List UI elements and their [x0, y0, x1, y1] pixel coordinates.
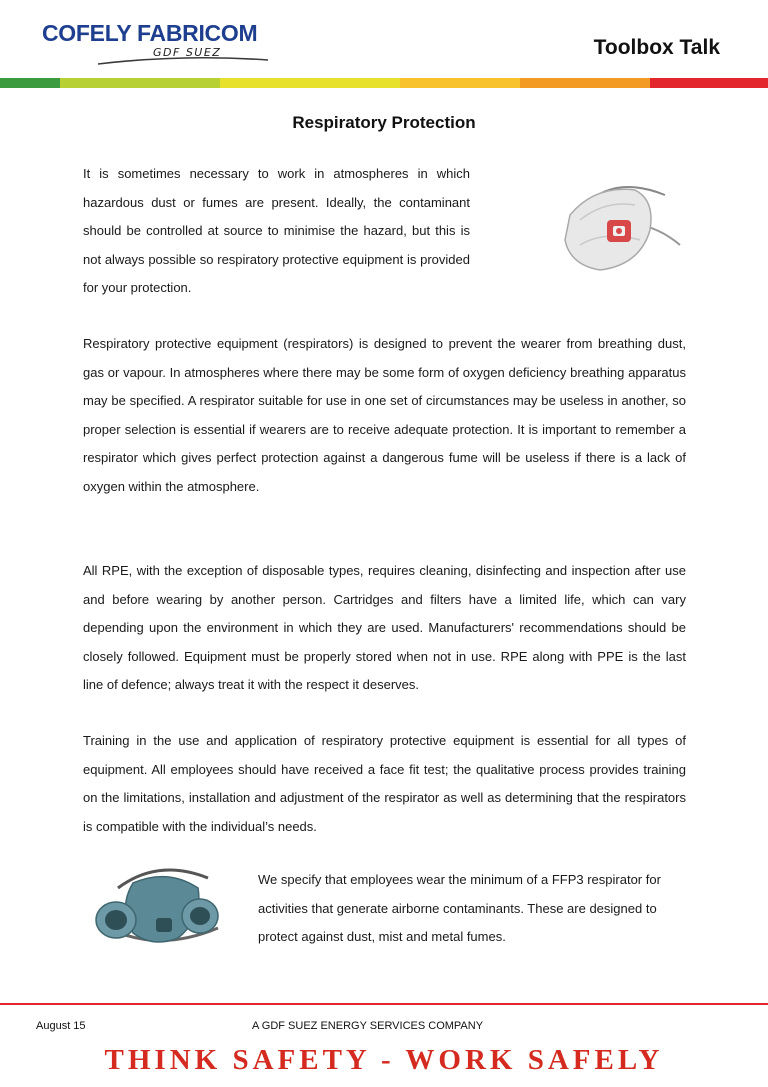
color-bar — [0, 78, 768, 88]
footer-divider — [0, 1003, 768, 1005]
paragraph-ffp3: We specify that employees wear the minimum of a FFP3 respirator for activities that generate airborne contaminants. These are designed to protect against dust, mist and metal fumes. — [258, 872, 661, 945]
logo-swoosh-icon — [98, 56, 268, 66]
paragraph-respirator-design: Respiratory protective equipment (respirators) is designed to prevent the wearer from breathing dust, gas or vapour. In atmospheres where there may be some form of oxygen deficiency breathing apparatus may be specified. A respirator suitable for use in one set of circumstances may be useless in another, so proper selection is essential if wearers are to receive adequate protection. It is important to remember a respirator which gives perfect protection against a dangerous fume will be useless if there is a lack of oxygen within the atmosphere. — [83, 336, 686, 494]
color-bar-segment — [650, 78, 768, 88]
document-title: Respiratory Protection — [292, 113, 476, 132]
logo-subtext: GDF SUEZ — [153, 46, 222, 59]
color-bar-segment — [220, 78, 400, 88]
footer-company: A GDF SUEZ ENERGY SERVICES COMPANY — [252, 1020, 484, 1032]
header-title: Toolbox Talk — [593, 36, 720, 59]
color-bar-segment — [520, 78, 650, 88]
company-logo — [38, 18, 268, 68]
paragraph-intro: It is sometimes necessary to work in atmospheres in which hazardous dust or fumes are present. Ideally, the contaminant should be controlled at source to minimise the hazard, but this is not always possible so respiratory protective equipment is provided for your protection. — [83, 166, 470, 296]
safety-slogan: THINK SAFETY - WORK SAFELY — [104, 1044, 664, 1076]
color-bar-segment — [0, 78, 60, 88]
logo-text: COFELY FABRICOM — [42, 20, 258, 46]
color-bar-segment — [400, 78, 520, 88]
color-bar-segment — [60, 78, 220, 88]
paragraph-training: Training in the use and application of respiratory protective equipment is essential for all types of equipment. All employees should have received a face fit test; the qualitative process provides training on the limitations, installation and adjustment of the respirator as well as determining that the respirators is compatible with the individual’s needs. — [83, 733, 686, 834]
footer-date: August 15 — [36, 1020, 86, 1032]
half-mask-respirator-icon — [88, 858, 228, 958]
paragraph-maintenance: All RPE, with the exception of disposable types, requires cleaning, disinfecting and inspection after use and before wearing by another person. Cartridges and filters have a limited life, which can vary depending upon the environment in which they are used. Manufacturers' recommendations should be closely followed. Equipment must be properly stored when not in use. RPE along with PPE is the last line of defence; always treat it with the respect it deserves. — [83, 563, 686, 693]
disposable-respirator-icon — [555, 170, 685, 290]
